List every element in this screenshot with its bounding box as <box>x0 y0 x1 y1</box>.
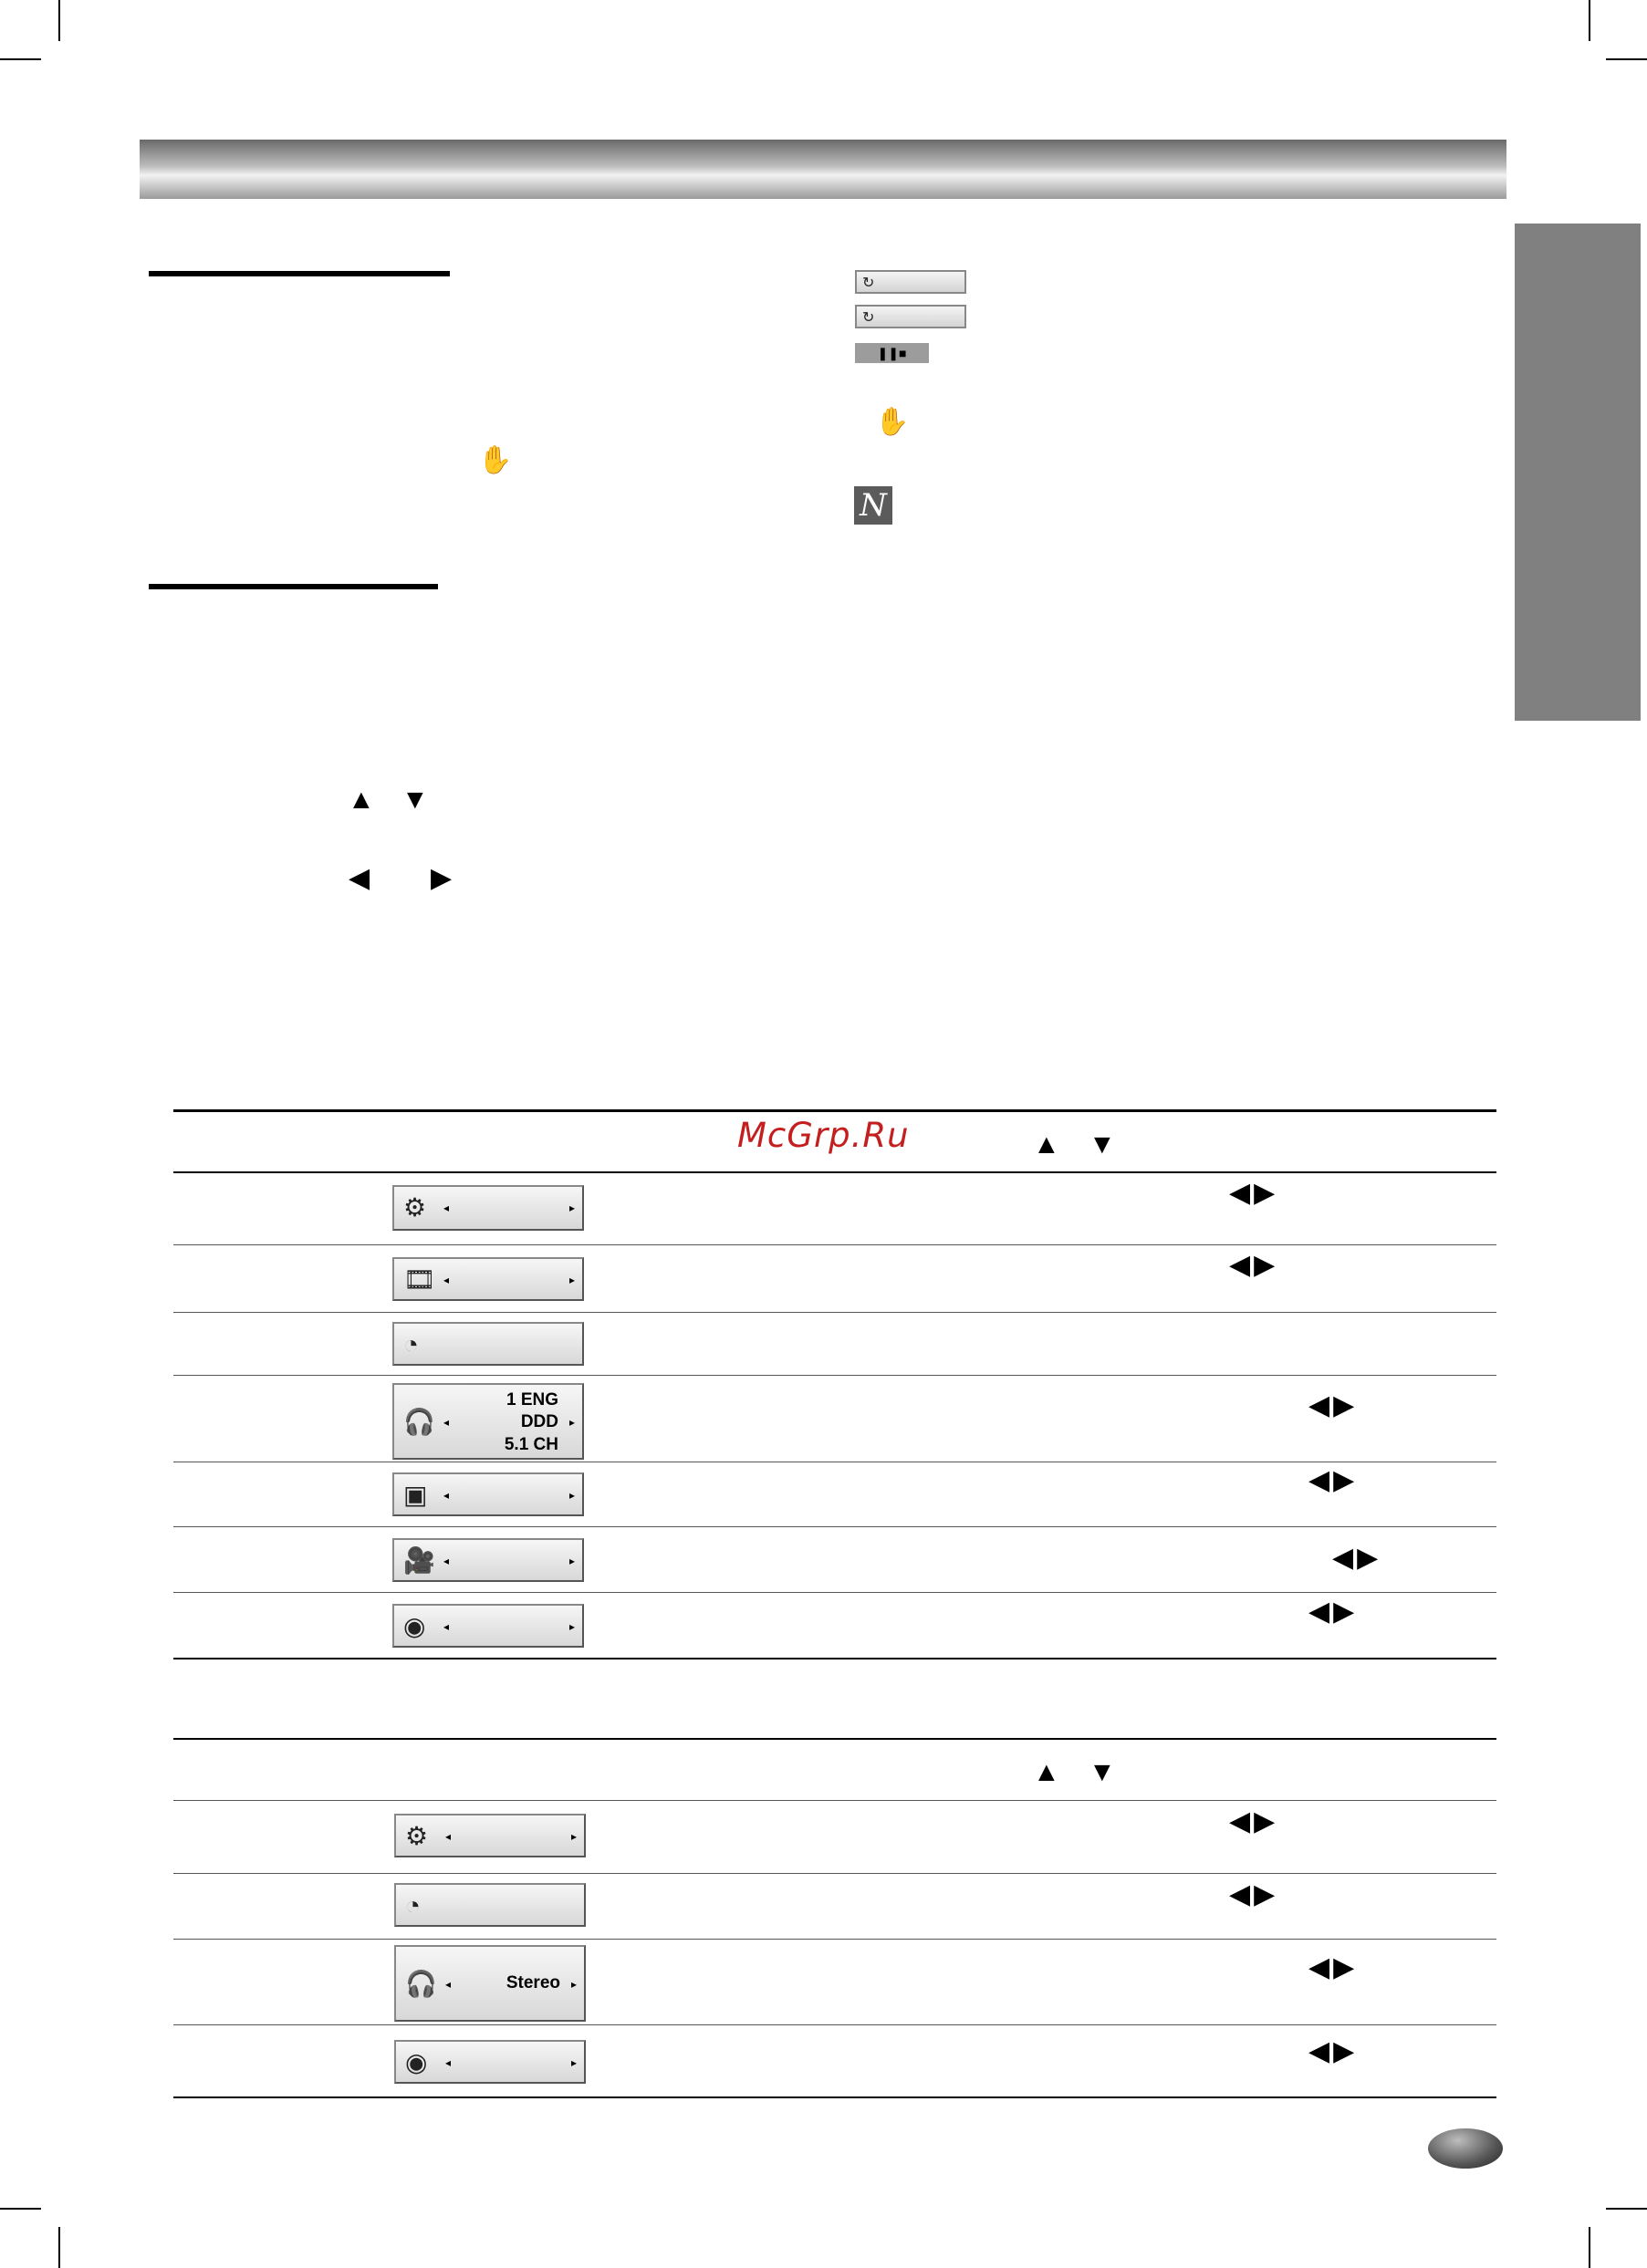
right-arrow-icon: ▸ <box>568 1416 575 1429</box>
left-right-icon: ◀▶ <box>1229 1879 1279 1909</box>
crop-mark <box>58 0 60 41</box>
repeat-icon: ↻ <box>862 310 875 326</box>
audio-osd <box>392 1383 584 1460</box>
left-right-icon: ◀▶ <box>1308 1465 1359 1495</box>
camera-icon: 🎥 <box>403 1546 435 1575</box>
audio-mode: Stereo <box>506 1973 560 1992</box>
right-arrow-icon: ▸ <box>570 1830 577 1843</box>
audio-channels: 5.1 CH <box>504 1435 558 1454</box>
table-rule <box>173 1312 1496 1313</box>
title-osd <box>392 1185 584 1231</box>
crop-mark <box>1589 2227 1590 2268</box>
table-rule <box>173 1375 1496 1376</box>
angle-osd <box>392 1538 584 1582</box>
nav-up-icon: ▲ <box>348 785 375 815</box>
right-arrow-icon: ▸ <box>570 1978 577 1991</box>
track-osd <box>394 1814 586 1857</box>
speaker-icon: ◉ <box>403 1612 426 1640</box>
left-right-icon: ◀▶ <box>1229 1806 1279 1836</box>
crop-mark <box>1606 58 1647 60</box>
nav-down-icon: ▼ <box>1089 1129 1116 1160</box>
pause-stop-icon: ❚❚■ <box>877 345 907 360</box>
table-rule <box>173 1171 1496 1173</box>
hand-icon: ✋ <box>875 407 910 437</box>
nav-up-icon: ▲ <box>1033 1129 1060 1160</box>
nav-right-icon: ▶ <box>431 863 453 893</box>
left-right-icon: ◀▶ <box>1308 1597 1359 1627</box>
audio-language: 1 ENG <box>506 1390 558 1410</box>
crop-mark <box>0 2208 41 2210</box>
left-arrow-icon: ◂ <box>445 1830 452 1843</box>
subtitle-screen-icon: ▣ <box>403 1481 428 1509</box>
side-tab <box>1515 224 1641 721</box>
right-arrow-icon: ▸ <box>568 1555 575 1567</box>
audio-format: DDD <box>520 1412 558 1431</box>
right-arrow-icon: ▸ <box>568 1489 575 1502</box>
speaker-icon: ◉ <box>405 2048 428 2076</box>
crop-mark <box>58 2227 60 2268</box>
left-right-icon: ◀▶ <box>1308 1952 1359 1982</box>
left-arrow-icon: ◂ <box>443 1274 450 1286</box>
right-arrow-icon: ▸ <box>568 1202 575 1214</box>
clock-icon: ◔ <box>403 1330 419 1358</box>
repeat-icon: ↻ <box>862 276 875 291</box>
right-arrow-icon: ▸ <box>568 1274 575 1286</box>
repeat-osd <box>855 270 966 294</box>
sound-osd <box>392 1604 584 1648</box>
right-arrow-icon: ▸ <box>568 1620 575 1633</box>
table-rule <box>173 2024 1496 2025</box>
crop-mark <box>1606 2208 1647 2210</box>
headphones-icon: 🎧 <box>405 1970 437 1998</box>
left-arrow-icon: ◂ <box>445 1978 452 1991</box>
clock-icon: ◔ <box>405 1891 421 1919</box>
left-right-icon: ◀▶ <box>1229 1250 1279 1280</box>
left-arrow-icon: ◂ <box>443 1620 450 1633</box>
section-rule <box>149 271 450 276</box>
table-rule <box>173 2096 1496 2098</box>
pause-stop-osd <box>855 343 929 363</box>
left-arrow-icon: ◂ <box>443 1489 450 1502</box>
crop-mark <box>1589 0 1590 41</box>
left-arrow-icon: ◂ <box>443 1202 450 1214</box>
left-right-icon: ◀▶ <box>1308 2036 1359 2066</box>
table-rule <box>173 1939 1496 1940</box>
nav-up-icon: ▲ <box>1033 1757 1060 1787</box>
time-osd <box>392 1322 584 1366</box>
table-rule <box>173 1526 1496 1527</box>
navigation-n-icon: N <box>854 486 892 525</box>
film-reel-icon: ⚙ <box>403 1193 427 1222</box>
left-arrow-icon: ◂ <box>443 1555 450 1567</box>
left-right-icon: ◀▶ <box>1332 1543 1382 1573</box>
right-arrow-icon: ▸ <box>570 2056 577 2069</box>
table-rule <box>173 1738 1496 1740</box>
hand-icon: ✋ <box>478 445 513 475</box>
table-rule <box>173 1592 1496 1593</box>
nav-left-icon: ◀ <box>349 863 370 893</box>
vcd-audio-osd <box>394 1945 586 2022</box>
table-rule <box>173 1800 1496 1801</box>
page-number-badge <box>1428 2128 1503 2169</box>
table-rule <box>173 1658 1496 1659</box>
nav-down-icon: ▼ <box>1089 1757 1116 1787</box>
nav-down-icon: ▼ <box>401 785 429 815</box>
vcd-time-osd <box>394 1883 586 1927</box>
subtitle-osd <box>392 1472 584 1516</box>
crop-mark <box>0 58 41 60</box>
left-arrow-icon: ◂ <box>445 2056 452 2069</box>
left-arrow-icon: ◂ <box>443 1416 450 1429</box>
table-rule <box>173 1244 1496 1245</box>
watermark: McGrp.Ru <box>737 1116 910 1155</box>
headphones-icon: 🎧 <box>403 1408 435 1436</box>
vcd-sound-osd <box>394 2040 586 2084</box>
film-reel-icon: ⚙ <box>405 1822 429 1850</box>
chapter-osd <box>392 1257 584 1301</box>
left-right-icon: ◀▶ <box>1229 1178 1279 1208</box>
left-right-icon: ◀▶ <box>1308 1390 1359 1420</box>
section-rule <box>149 584 438 589</box>
repeat-osd <box>855 305 966 328</box>
table-rule <box>173 1873 1496 1874</box>
header-bar <box>140 140 1506 199</box>
film-strip-icon: 🎞 <box>403 1265 436 1294</box>
table-rule <box>173 1109 1496 1112</box>
